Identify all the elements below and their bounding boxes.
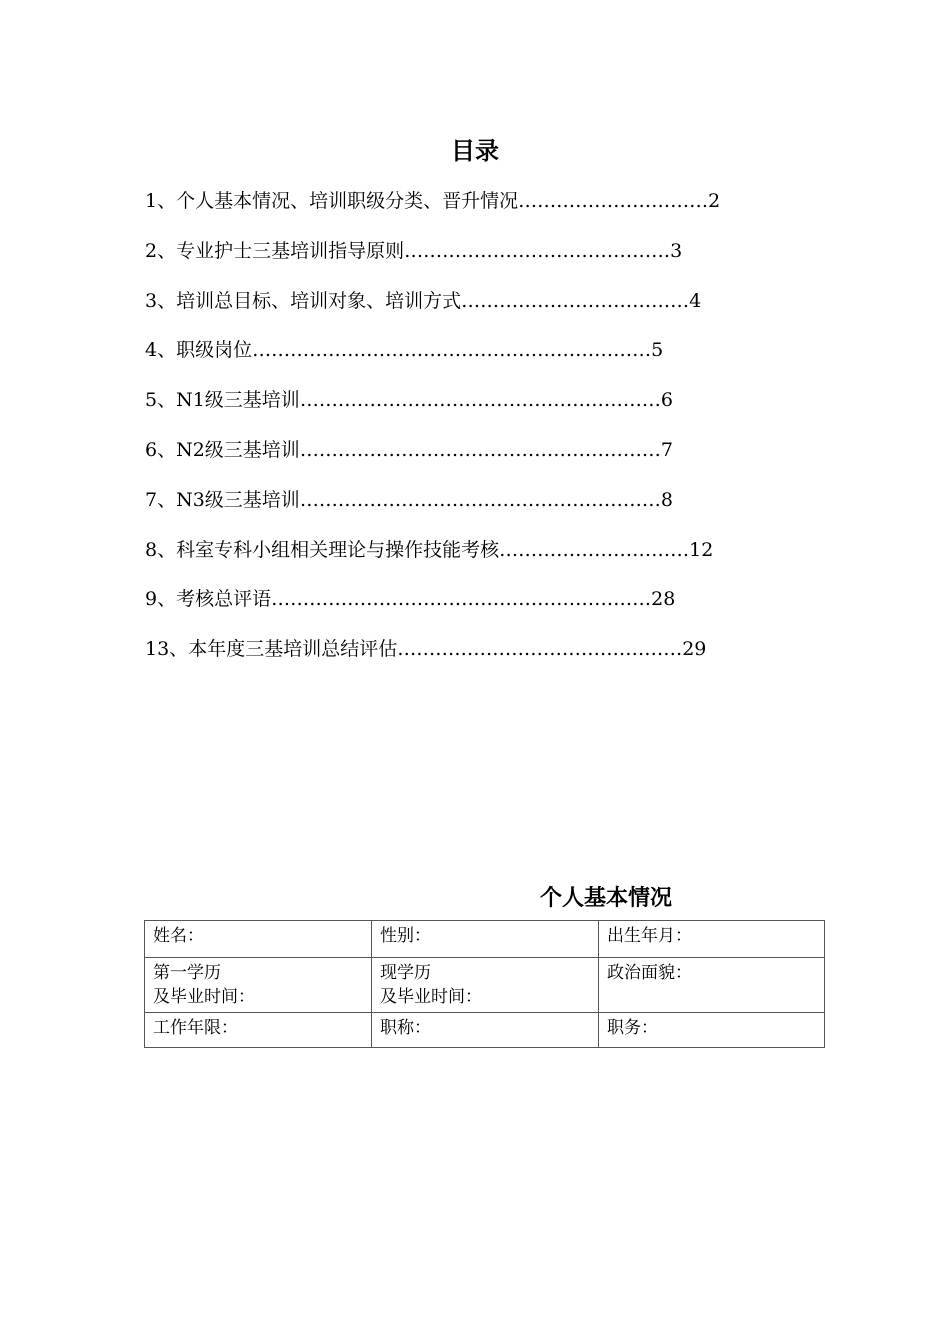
toc-leader-dots: …………………………………………………… bbox=[271, 588, 652, 611]
toc-entry-number: 7、 bbox=[145, 488, 177, 511]
toc-leader-dots: ………………………………………………… bbox=[299, 488, 661, 511]
toc-entry-label: 本年度三基培训总结评估 bbox=[188, 638, 398, 661]
gender-field[interactable]: 性别： bbox=[372, 921, 599, 958]
toc-page-number: 4 bbox=[689, 289, 702, 312]
toc-page-number: 6 bbox=[660, 389, 673, 412]
toc-page-number: 3 bbox=[670, 239, 683, 262]
name-field[interactable]: 姓名： bbox=[145, 921, 372, 958]
toc-entry[interactable] bbox=[145, 482, 825, 532]
toc-page-number: 5 bbox=[651, 339, 664, 362]
toc-entry-label: 科室专科小组相关理论与操作技能考核 bbox=[176, 538, 500, 561]
toc-leader-dots: ………………………………………………… bbox=[299, 389, 661, 412]
toc-entry-label: N2级三基培训 bbox=[176, 438, 300, 461]
table-row bbox=[145, 958, 825, 1013]
toc-entry[interactable] bbox=[145, 283, 825, 333]
title-field[interactable]: 职称： bbox=[372, 1013, 599, 1048]
table-of-contents bbox=[145, 183, 825, 681]
toc-leader-dots: ………………………… bbox=[499, 538, 690, 561]
current-education-label: 现学历 bbox=[380, 963, 431, 983]
toc-title: 目录 bbox=[451, 136, 499, 165]
toc-entry-label: 培训总目标、培训对象、培训方式 bbox=[176, 289, 462, 312]
toc-entry-number: 9、 bbox=[145, 588, 177, 611]
toc-entry-number: 3、 bbox=[145, 289, 177, 312]
personal-info-title: 个人基本情况 bbox=[540, 885, 673, 911]
political-status-field[interactable]: 政治面貌： bbox=[599, 958, 825, 1013]
toc-entry-number: 6、 bbox=[145, 438, 177, 461]
toc-entry-number: 8、 bbox=[145, 538, 177, 561]
toc-leader-dots: ………………………… bbox=[518, 190, 709, 212]
toc-entry[interactable] bbox=[145, 532, 825, 582]
toc-entry-number: 13、 bbox=[145, 638, 189, 661]
current-education-graduation-label: 及毕业时间： bbox=[380, 987, 482, 1007]
current-education-field[interactable] bbox=[372, 958, 599, 1013]
toc-entry-label: N3级三基培训 bbox=[176, 488, 300, 511]
toc-page-number: 8 bbox=[660, 488, 673, 511]
toc-entry[interactable] bbox=[145, 183, 825, 233]
toc-entry[interactable] bbox=[145, 631, 825, 681]
first-education-field[interactable] bbox=[145, 958, 372, 1013]
toc-entry-label: 考核总评语 bbox=[176, 588, 272, 611]
toc-leader-dots: ………………………………………………… bbox=[299, 438, 661, 461]
toc-entry[interactable] bbox=[145, 432, 825, 482]
toc-page-number: 7 bbox=[660, 438, 673, 461]
toc-page-number: 29 bbox=[682, 638, 707, 661]
first-education-label: 第一学历 bbox=[153, 963, 221, 983]
toc-page-number: 28 bbox=[651, 588, 676, 611]
toc-leader-dots: …………………………………… bbox=[404, 239, 671, 262]
toc-entry-number: 5、 bbox=[145, 389, 177, 412]
toc-leader-dots: ……………………………………………………… bbox=[252, 339, 652, 362]
toc-entry-label: 个人基本情况、培训职级分类、晋升情况 bbox=[176, 190, 519, 212]
toc-entry[interactable] bbox=[145, 382, 825, 432]
toc-entry-label: 专业护士三基培训指导原则 bbox=[176, 239, 405, 262]
toc-entry[interactable] bbox=[145, 581, 825, 631]
toc-entry-label: 职级岗位 bbox=[176, 339, 253, 362]
position-field[interactable]: 职务： bbox=[599, 1013, 825, 1048]
personal-info-table bbox=[144, 920, 825, 1048]
table-row bbox=[145, 1013, 825, 1048]
toc-entry[interactable] bbox=[145, 332, 825, 382]
toc-page-number: 12 bbox=[689, 538, 714, 561]
toc-leader-dots: ……………………………………… bbox=[397, 638, 683, 661]
table-row bbox=[145, 921, 825, 958]
toc-entry[interactable] bbox=[145, 233, 825, 283]
years-of-work-field[interactable]: 工作年限： bbox=[145, 1013, 372, 1048]
toc-entry-number: 1、 bbox=[145, 190, 177, 212]
toc-page-number: 2 bbox=[708, 190, 721, 212]
birth-date-field[interactable]: 出生年月： bbox=[599, 921, 825, 958]
toc-leader-dots: ……………………………… bbox=[461, 289, 690, 312]
toc-entry-number: 4、 bbox=[145, 339, 177, 362]
toc-entry-label: N1级三基培训 bbox=[176, 389, 300, 412]
first-education-graduation-label: 及毕业时间： bbox=[153, 987, 255, 1007]
toc-entry-number: 2、 bbox=[145, 239, 177, 262]
